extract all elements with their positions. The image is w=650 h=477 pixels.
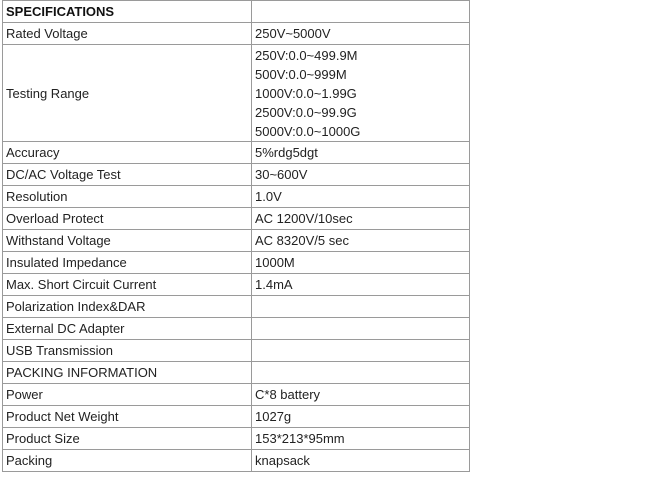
row-value: 30~600V (252, 164, 470, 186)
row-label: Rated Voltage (3, 23, 252, 45)
row-value: AC 8320V/5 sec (252, 230, 470, 252)
row-label: Product Size (3, 428, 252, 450)
table-row (3, 186, 470, 208)
row-label: PACKING INFORMATION (3, 362, 252, 384)
testing-range-values (252, 45, 470, 142)
row-value: 153*213*95mm (252, 428, 470, 450)
row-label: Product Net Weight (3, 406, 252, 428)
table-header-row (3, 1, 470, 23)
specifications-heading: SPECIFICATIONS (3, 1, 252, 23)
specifications-heading-blank (252, 1, 470, 23)
table-row (3, 428, 470, 450)
row-label: Packing (3, 450, 252, 472)
row-value (252, 296, 470, 318)
specifications-table (2, 0, 470, 472)
row-label: DC/AC Voltage Test (3, 164, 252, 186)
row-label: Polarization Index&DAR (3, 296, 252, 318)
row-value: C*8 battery (252, 384, 470, 406)
table-row (3, 384, 470, 406)
table-row (3, 23, 470, 45)
table-row (3, 230, 470, 252)
row-value (252, 362, 470, 384)
table-row (3, 142, 470, 164)
range-line: 250V:0.0~499.9M (255, 47, 358, 63)
row-value: 1.0V (252, 186, 470, 208)
row-label: Power (3, 384, 252, 406)
row-value: AC 1200V/10sec (252, 208, 470, 230)
table-row (3, 296, 470, 318)
range-line: 2500V:0.0~99.9G (255, 104, 357, 120)
table-row (3, 208, 470, 230)
table-row (3, 164, 470, 186)
row-label: Accuracy (3, 142, 252, 164)
row-value (252, 318, 470, 340)
row-label: Testing Range (3, 45, 252, 142)
table-row (3, 318, 470, 340)
range-line: 1000V:0.0~1.99G (255, 85, 357, 101)
row-value: 1.4mA (252, 274, 470, 296)
row-value (252, 340, 470, 362)
row-label: Resolution (3, 186, 252, 208)
row-value: 5%rdg5dgt (252, 142, 470, 164)
row-value: knapsack (252, 450, 470, 472)
row-label: Insulated Impedance (3, 252, 252, 274)
row-label: Withstand Voltage (3, 230, 252, 252)
row-label: External DC Adapter (3, 318, 252, 340)
table-row-testing-range (3, 45, 470, 142)
row-value: 1000M (252, 252, 470, 274)
table-row (3, 406, 470, 428)
row-value: 250V~5000V (252, 23, 470, 45)
table-row (3, 252, 470, 274)
range-line: 500V:0.0~999M (255, 66, 347, 82)
table-row (3, 362, 470, 384)
table-row (3, 450, 470, 472)
row-label: Max. Short Circuit Current (3, 274, 252, 296)
range-line: 5000V:0.0~1000G (255, 123, 361, 139)
row-value: 1027g (252, 406, 470, 428)
table-row (3, 274, 470, 296)
row-label: Overload Protect (3, 208, 252, 230)
table-row (3, 340, 470, 362)
row-label: USB Transmission (3, 340, 252, 362)
